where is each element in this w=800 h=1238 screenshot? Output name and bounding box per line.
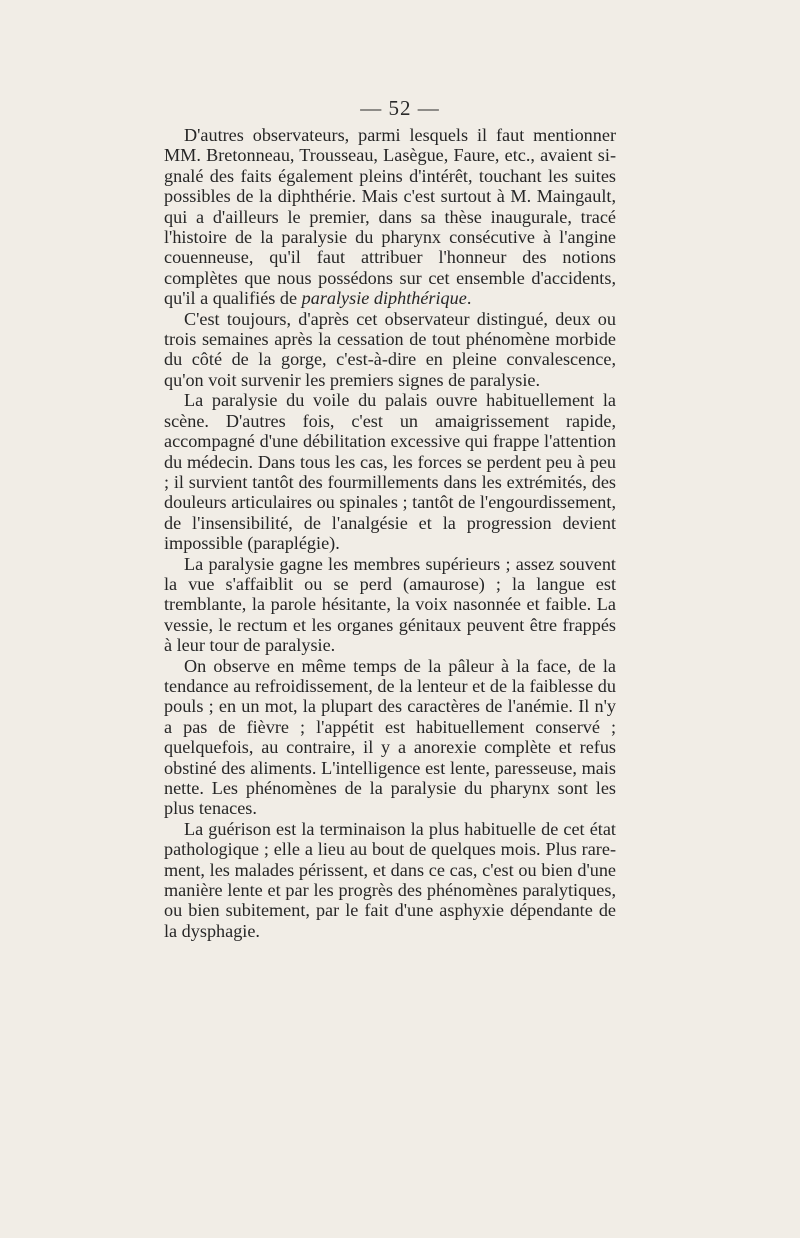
paragraph-1-text: D'autres observateurs, parmi lesquels il faut mentionner MM. Bretonneau, Trousseau, Lasègue, Faure, etc., avaient signalé des faits également pleins d'intérêt, touchant les suites possibles de la diphthérie. Mais c'est surtout à M. Maingault, qui a d'ailleurs le premier, dans sa thèse inaugurale, tracé l'histoire de la paralysie du pharynx consécutive à l'angine couenneuse, qu'il faut attribuer l'honneur des notions complètes que nous possédons sur cet ensemble d'accidents, qu'il a qualifiés de [164, 125, 616, 309]
page-number: — 52 — [360, 96, 440, 120]
paragraph-5-text: On observe en même temps de la pâleur à la face, de la tendance au refroidissement, de la lenteur et de la faiblesse du pouls ; en un mot, la plupart des caractères de l'anémie. Il n'y a pas de fièvre ; l'appétit est habituellement conservé ; quelquefois, au contraire, il y a anorexie complète et refus obstiné des aliments. L'intelligence est lente, paresseuse, mais nette. Les phénomènes de la paralysie du pharynx sont les plus tenaces. [164, 655, 616, 819]
paragraph-5 [164, 656, 616, 819]
paragraph-2 [164, 309, 616, 391]
paragraph-6-text: La guérison est la terminaison la plus habituelle de cet état pathologique ; elle a lieu au bout de quelques mois. Plus rarement, les malades périssent, et dans ce cas, c'est ou bien d'une manière lente et par les progrès des phénomènes paralytiques, ou bien subitement, par le fait d'une asphyxie dépendante de la dysphagie. [164, 818, 616, 941]
paragraph-1-end: . [466, 288, 472, 309]
paragraph-2-text: C'est toujours, d'après cet observateur distingué, deux ou trois semaines après la cessation de tout phénomène morbide du côté de la gorge, c'est-à-dire en pleine convalescence, qu'on voit survenir les premiers signes de paralysie. [164, 308, 616, 390]
body-text [164, 125, 616, 941]
paragraph-1 [164, 125, 616, 309]
paragraph-3-text: La paralysie du voile du palais ouvre habituellement la scène. D'autres fois, c'est un amaigrissement rapide, accompagné d'une débilitation excessive qui frappe l'attention du médecin. Dans tous les cas, les forces se perdent peu à peu ; il survient tantôt des fourmillements dans les extrémités, des douleurs articulaires ou spinales ; tantôt de l'engourdissement, de l'insensibilité, de l'analgésie et la progression devient impossible (paraplégie). [164, 390, 616, 554]
paragraph-6 [164, 819, 616, 941]
paragraph-3 [164, 390, 616, 553]
paragraph-1-italic: paralysie diphthérique [301, 288, 467, 309]
paragraph-4-text: La paralysie gagne les membres supérieurs ; assez souvent la vue s'affaiblit ou se perd (amaurose) ; la langue est tremblante, la parole hésitante, la voix nasonnée et faible. La vessie, le rectum et les organes génitaux peuvent être frappés à leur tour de paralysie. [164, 553, 616, 656]
paragraph-4 [164, 554, 616, 656]
